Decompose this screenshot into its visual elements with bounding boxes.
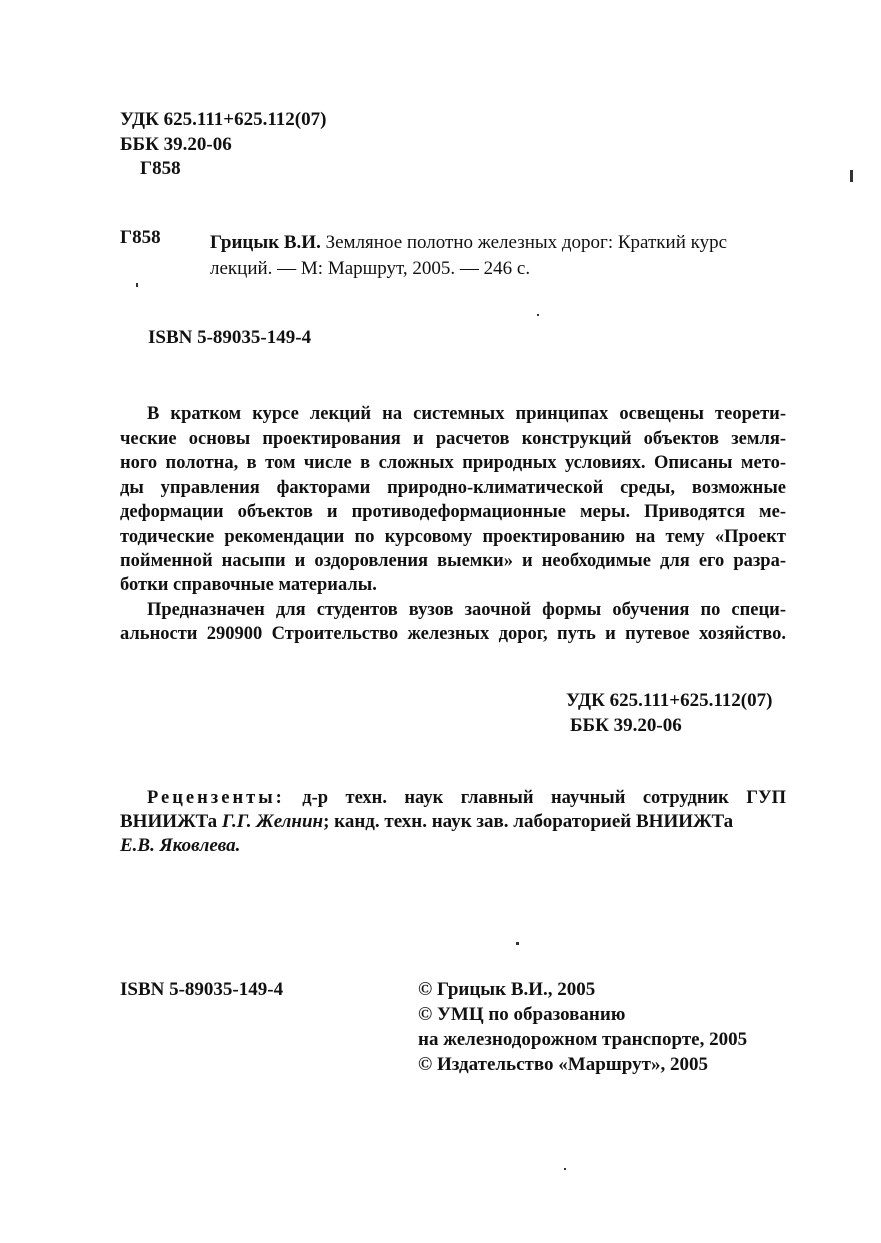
reviewers-text: д-р техн. наук главный научный сотрудник ГУП bbox=[302, 788, 786, 808]
copyright-line: © Издательство «Маршрут», 2005 bbox=[418, 1054, 708, 1075]
purpose-line: Предназначен для студентов вузов заочной формы обучения по специ- bbox=[147, 600, 786, 620]
reviewer-name: Е.В. Яковлева. bbox=[120, 835, 241, 856]
copyright-line: © УМЦ по образованию bbox=[418, 1004, 626, 1025]
bbk-right: ББК 39.20-06 bbox=[570, 715, 682, 736]
scan-speck bbox=[564, 1168, 566, 1170]
abstract-line: пойменной насыпи и оздоровления выемки» и необходимые для его разра- bbox=[120, 551, 786, 571]
isbn-top: ISBN 5-89035-149-4 bbox=[148, 327, 312, 348]
scan-speck bbox=[516, 942, 519, 945]
udk-right: УДК 625.111+625.112(07) bbox=[566, 690, 773, 711]
abstract-line: ного полотна, в том числе в сложных природных условиях. Описаны мето- bbox=[120, 453, 786, 473]
reviewers-line-1 bbox=[147, 786, 786, 810]
bibliography-code: Г858 bbox=[120, 227, 161, 248]
copyright-line: на железнодорожном транспорте, 2005 bbox=[418, 1029, 748, 1050]
author-name: Грицык В.И. bbox=[210, 232, 321, 253]
book-title: Земляное полотно железных дорог: Краткий курс bbox=[325, 232, 728, 253]
bibliography-line-2: лекций. — М: Маршрут, 2005. — 246 с. bbox=[210, 258, 531, 279]
abstract-line: ботки справочные материалы. bbox=[120, 575, 377, 595]
scan-speck bbox=[537, 314, 539, 316]
scan-speck bbox=[850, 170, 853, 182]
reviewers-text: ВНИИЖТа bbox=[120, 811, 222, 832]
reviewer-name: Г.Г. Желнин bbox=[221, 811, 324, 832]
purpose-line: альности 290900 Строительство железных дорог, путь и путевое хозяйство. bbox=[120, 624, 786, 644]
bibliography-line-1 bbox=[210, 231, 727, 255]
abstract-line: тодические рекомендации по курсовому проектированию на тему «Проект bbox=[120, 527, 786, 547]
udk-code: УДК 625.111+625.112(07) bbox=[120, 109, 327, 130]
bbk-code: ББК 39.20-06 bbox=[120, 134, 232, 155]
reviewers-line-2 bbox=[120, 810, 786, 834]
author-mark: Г858 bbox=[140, 158, 181, 179]
abstract-line: ческие основы проектирования и расчетов конструкций объектов земля- bbox=[120, 429, 786, 449]
abstract-line: В кратком курсе лекций на системных принципах освещены теорети- bbox=[147, 404, 786, 424]
abstract-line: ды управления факторами природно-климатической среды, возможные bbox=[120, 478, 786, 498]
reviewers-label: Рецензенты: bbox=[147, 788, 285, 808]
isbn-bottom: ISBN 5-89035-149-4 bbox=[120, 979, 284, 1000]
reviewers-text: ; канд. техн. наук зав. лабораторией ВНИИЖТа bbox=[323, 811, 734, 832]
scan-speck bbox=[136, 283, 138, 287]
copyright-line: © Грицык В.И., 2005 bbox=[418, 979, 596, 1000]
abstract-line: деформации объектов и противодеформационные меры. Приводятся ме- bbox=[120, 502, 786, 522]
